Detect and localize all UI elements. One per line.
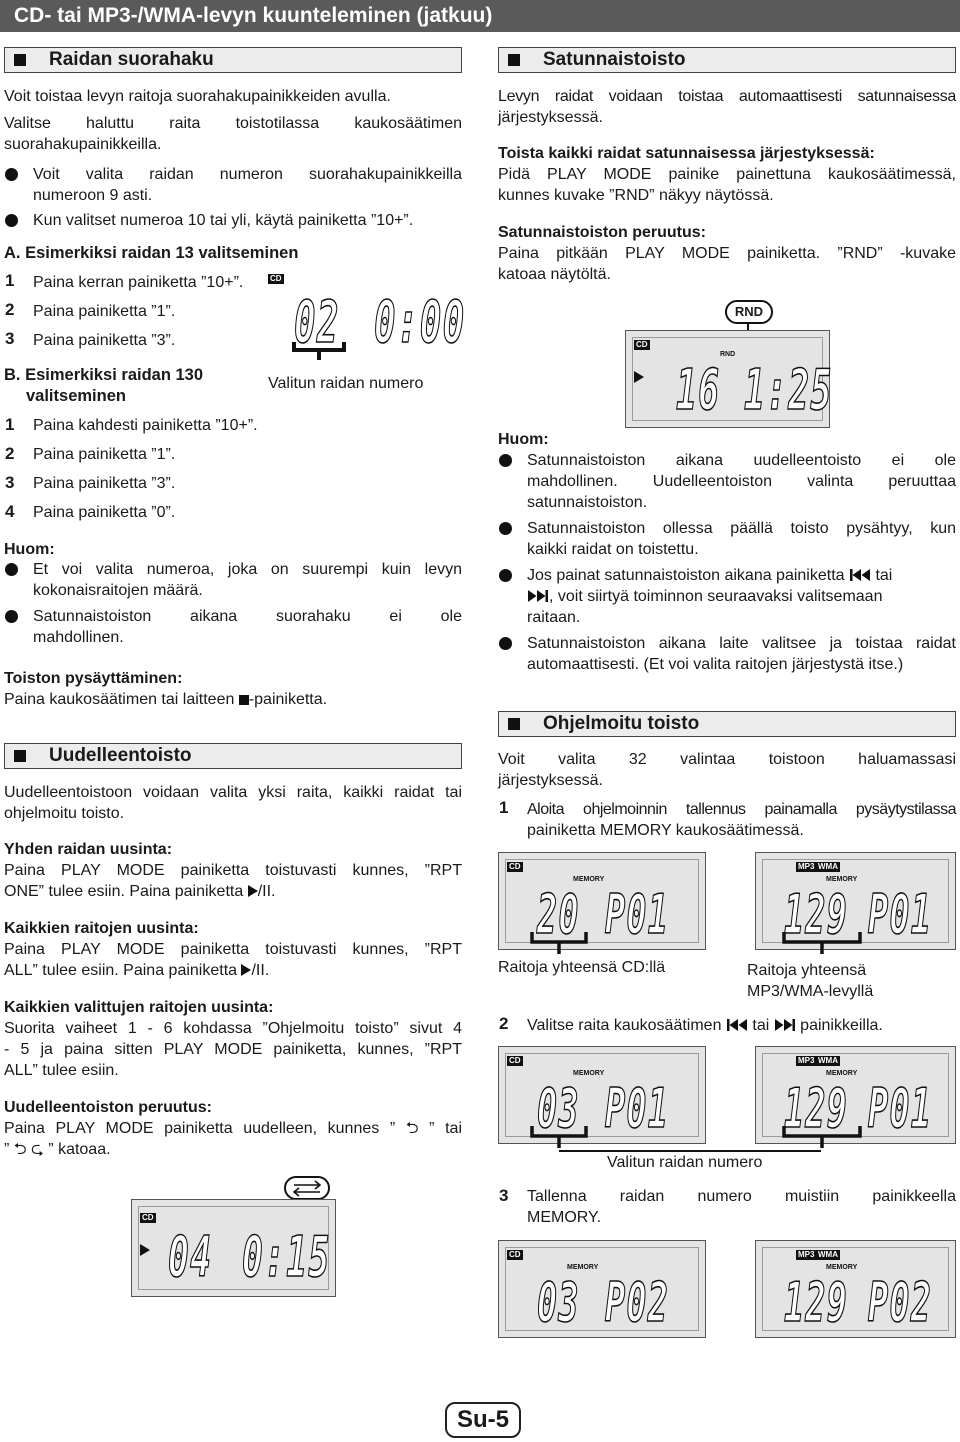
section-heading-label: Raidan suorahaku (49, 49, 214, 70)
note-bullet-text: Satunnaistoiston aikana suorahaku ei ole (33, 608, 462, 625)
lcd-display-track-02 (268, 274, 468, 364)
direct-search-instruction-1: Valitse haluttu raita toistotilassa kaukosäätimen (4, 115, 462, 132)
lcd-program-digits: P02 (605, 1271, 670, 1334)
section-square-icon (508, 718, 520, 730)
step-text: Aloita ohjelmoinnin tallennus painamalla pysäytystilassa (527, 801, 956, 818)
note-bullet-text: mahdollinen. (33, 629, 124, 646)
bullet-icon (5, 168, 18, 181)
text-pre: ONE” tulee esiin. Paina painiketta (4, 883, 248, 900)
note-bullet-text: Satunnaistoiston aikana laite valitsee ja toistaa raidat (527, 635, 956, 652)
repeat-selected-heading: Kaikkien valittujen raitojen uusinta: (4, 999, 274, 1016)
next-track-icon (774, 1019, 796, 1031)
track-bracket (528, 930, 592, 958)
section-heading-random (498, 47, 956, 73)
note-bullet-text: numeroon 9 asti. (33, 187, 153, 204)
example-b-heading: B. Esimerkiksi raidan 130 (4, 366, 204, 384)
programmed-intro-2: järjestyksessä. (498, 772, 603, 789)
wma-indicator: WMA (818, 1056, 838, 1065)
step-text (527, 1015, 956, 1037)
step-text: Paina painiketta ”3”. (33, 475, 176, 492)
note-bullet-text: Voit valita raidan numeron suorahakupainikkeilla (33, 166, 462, 183)
bullet-icon (499, 522, 512, 535)
random-cancel-heading: Satunnaistoiston peruutus: (498, 224, 706, 241)
bullet-icon (5, 214, 18, 227)
note-bullet-text: Kun valitset numeroa 10 tai yli, käytä painiketta ”10+”. (33, 212, 414, 229)
text-pre: Valitse raita kaukosäätimen (527, 1017, 726, 1034)
mp3-indicator: MP3 (798, 1250, 815, 1259)
repeat-selected-text-2: - 5 ja paina sitten PLAY MODE painiketta, kunnes, ”RPT (4, 1041, 462, 1058)
text-post: /II. (257, 883, 276, 900)
step-number: 2 (5, 444, 15, 463)
example-b-heading-2: valitseminen (26, 387, 126, 405)
stop-text (4, 689, 327, 711)
memory-indicator: MEMORY (826, 876, 858, 883)
step-text: Paina kahdesti painiketta ”10+”. (33, 417, 258, 434)
step-number: 3 (5, 329, 15, 348)
stop-icon (239, 695, 249, 705)
step-text: Paina painiketta ”1”. (33, 446, 176, 463)
note-bullet-text: automaattisesti. (Et voi valita raitojen järjestystä itse.) (527, 656, 904, 673)
step-text: Paina painiketta ”0”. (33, 504, 176, 521)
text-pre: ALL” tulee esiin. Paina painiketta (4, 962, 242, 979)
cd-indicator: CD (509, 1056, 521, 1065)
lcd-track-digits: 129 (784, 1271, 849, 1334)
stop-text-pre: Paina kaukosäätimen tai laitteen (4, 691, 239, 708)
step-text: Tallenna raidan numero muistiin painikkeella (527, 1188, 956, 1205)
section-square-icon (14, 750, 26, 762)
previous-track-icon (726, 1019, 748, 1031)
random-all-text: Pidä PLAY MODE painike painettuna kaukosäätimessä, (498, 166, 956, 183)
random-all-text-2: kunnes kuvake ”RND” näkyy näytössä. (498, 187, 774, 204)
repeat-cancel-heading: Uudelleentoiston peruutus: (4, 1099, 212, 1116)
repeat-cancel-text: Paina PLAY MODE painiketta uudelleen, kunnes ” ⮌ ” tai (4, 1120, 462, 1137)
text-post: painikkeilla. (795, 1017, 883, 1034)
memory-indicator: MEMORY (573, 876, 605, 883)
lcd-track-digits: 129 (784, 1077, 849, 1140)
caption-selected-track: Valitun raidan numero (605, 1152, 764, 1174)
mp3-indicator: MP3 (798, 1056, 815, 1065)
lcd-time-digits: 0:15 (242, 1225, 331, 1290)
text-post: tai (871, 567, 893, 584)
play-icon (634, 371, 644, 383)
step-number: 3 (5, 473, 15, 492)
bullet-icon (5, 563, 18, 576)
repeat-one-text-2 (4, 881, 462, 903)
lcd-track-digits: 02 (294, 288, 340, 356)
repeat-one-heading: Yhden raidan uusinta: (4, 841, 173, 858)
note-bullet-text: raitaan. (527, 609, 581, 626)
random-intro-2: järjestyksessä. (498, 109, 603, 126)
bullet-icon (499, 637, 512, 650)
stop-text-post: -painiketta. (248, 691, 328, 708)
memory-indicator: MEMORY (567, 1264, 599, 1271)
note-bullet-text (527, 586, 956, 608)
track-bracket (528, 1124, 592, 1152)
lcd-inner-frame (505, 1247, 699, 1331)
direct-search-intro: Voit toistaa levyn raitoja suorahakupainikkeiden avulla. (4, 88, 391, 105)
lcd-track-digits: 04 (168, 1225, 213, 1290)
stop-heading: Toiston pysäyttäminen: (4, 670, 183, 687)
repeat-all-heading: Kaikkien raitojen uusinta: (4, 920, 199, 937)
track-bracket (780, 930, 866, 958)
next-track-icon (527, 590, 549, 602)
note-bullet-text: mahdollinen. Uudelleentoiston valinta peruuttaa (527, 473, 956, 490)
lcd-track-digits: 16 (676, 358, 721, 423)
memory-indicator: MEMORY (573, 1070, 605, 1077)
section-heading-programmed (498, 711, 956, 737)
random-cancel-text-2: katoaa näytöltä. (498, 266, 611, 283)
cd-indicator: CD (270, 274, 282, 283)
bullet-icon (499, 454, 512, 467)
random-intro: Levyn raidat voidaan toistaa automaattisesti satunnaisessa (498, 88, 956, 105)
random-all-heading: Toista kaikki raidat satunnaisessa järjestyksessä: (498, 145, 875, 162)
lcd-track-digits: 20 (537, 883, 580, 946)
repeat-selected-text: Suorita vaiheet 1 - 6 kohdassa ”Ohjelmoitu toisto” sivut 4 (4, 1020, 462, 1037)
note-bullet-text: kokonaisraitojen määrä. (33, 582, 203, 599)
repeat-selected-text-3: ALL” tulee esiin. (4, 1062, 119, 1079)
page-number: Su-5 (445, 1402, 521, 1438)
lcd-time-digits: 0:00 (374, 288, 466, 356)
lcd-display-random (625, 330, 833, 428)
note-bullet-text: Satunnaistoiston aikana uudelleentoisto ei ole (527, 452, 956, 469)
lcd-program-digits: P01 (868, 883, 933, 946)
step-text: painiketta MEMORY kaukosäätimessä. (527, 822, 804, 839)
repeat-intro: Uudelleentoistoon voidaan valita yksi raita, kaikki raidat tai (4, 784, 462, 801)
step-number: 3 (499, 1186, 509, 1205)
memory-indicator: MEMORY (826, 1070, 858, 1077)
note-heading: Huom: (498, 431, 549, 448)
cd-indicator: CD (509, 1250, 521, 1259)
repeat-intro-2: ohjelmoitu toisto. (4, 805, 125, 822)
section-square-icon (14, 54, 26, 66)
lcd-display-program-mp3-stored (755, 1240, 956, 1338)
section-square-icon (508, 54, 520, 66)
memory-indicator: MEMORY (826, 1264, 858, 1271)
step-text: Paina kerran painiketta ”10+”. (33, 274, 244, 291)
note-bullet-text: kaikki raidat on toistettu. (527, 541, 699, 558)
step-number: 2 (5, 300, 15, 319)
play-icon (241, 964, 251, 976)
text-post: /II. (251, 962, 270, 979)
section-heading-repeat (4, 743, 462, 769)
lcd-program-digits: P01 (605, 1077, 670, 1140)
step-text: Paina painiketta ”1”. (33, 303, 176, 320)
text-pre: Jos painat satunnaistoiston aikana painiketta (527, 567, 849, 584)
example-a-heading: A. Esimerkiksi raidan 13 valitseminen (4, 244, 299, 262)
rnd-indicator: RND (720, 351, 736, 358)
caption-total-cd: Raitoja yhteensä CD:llä (498, 959, 666, 976)
lcd-track-digits: 129 (784, 883, 849, 946)
bullet-icon (499, 569, 512, 582)
repeat-all-text: Paina PLAY MODE painiketta toistuvasti kunnes, ”RPT (4, 941, 462, 958)
section-heading-direct-search (4, 47, 462, 73)
cd-indicator: CD (509, 862, 521, 871)
step-number: 4 (5, 502, 15, 521)
note-heading: Huom: (4, 541, 55, 558)
track-bracket (290, 340, 350, 364)
play-icon (140, 1244, 150, 1256)
text-post: , voit siirtyä toiminnon seuraavaksi valitsemaan (549, 588, 883, 605)
step-number: 2 (499, 1014, 509, 1033)
random-cancel-text: Paina pitkään PLAY MODE painiketta. ”RND” -kuvake (498, 245, 956, 262)
page-title: CD- tai MP3-/WMA-levyn kuunteleminen (jatkuu) (14, 4, 493, 27)
bullet-icon (5, 610, 18, 623)
caption-total-mp3: Raitoja yhteensä (747, 962, 867, 979)
lcd-program-digits: P01 (605, 883, 670, 946)
caption-total-mp3-2: MP3/WMA-levyllä (747, 983, 874, 1000)
repeat-one-text: Paina PLAY MODE painiketta toistuvasti kunnes, ”RPT (4, 862, 462, 879)
programmed-intro: Voit valita 32 valintaa toistoon haluamassasi (498, 751, 956, 768)
text-mid: tai (747, 1017, 774, 1034)
lcd-program-digits: P02 (868, 1271, 933, 1334)
lcd-track-digits: 03 (537, 1271, 580, 1334)
section-heading-label: Uudelleentoisto (49, 745, 192, 766)
selected-track-caption: Valitun raidan numero (268, 375, 424, 392)
step-number: 1 (499, 798, 509, 817)
repeat-cancel-text-2: ” ⮌ ⮎ ” katoaa. (4, 1141, 111, 1158)
page-title-bar (0, 0, 960, 32)
lcd-track-digits: 03 (537, 1077, 580, 1140)
direct-search-instruction-2: suorahakupainikkeilla. (4, 136, 162, 153)
lcd-time-digits: 1:25 (744, 358, 833, 423)
note-bullet-text (527, 565, 956, 587)
wma-indicator: WMA (818, 862, 838, 871)
section-heading-label: Satunnaistoisto (543, 49, 686, 70)
lcd-display-repeat (131, 1199, 336, 1297)
note-bullet-text: satunnaistoiston. (527, 494, 648, 511)
previous-track-icon (849, 569, 871, 581)
step-text: MEMORY. (527, 1209, 602, 1226)
mp3-indicator: MP3 (798, 862, 815, 871)
lcd-display-program-cd-stored (498, 1240, 706, 1338)
play-icon (248, 885, 258, 897)
rnd-icon: RND (725, 300, 773, 324)
wma-indicator: WMA (818, 1250, 838, 1259)
track-bracket (780, 1124, 866, 1152)
repeat-icon (284, 1176, 330, 1200)
step-text: Paina painiketta ”3”. (33, 332, 176, 349)
cd-indicator: CD (142, 1213, 154, 1222)
lcd-program-digits: P01 (868, 1077, 933, 1140)
note-bullet-text: Et voi valita numeroa, joka on suurempi kuin levyn (33, 561, 462, 578)
repeat-all-text-2 (4, 960, 462, 982)
note-bullet-text: Satunnaistoiston ollessa päällä toisto pysähtyy, kun (527, 520, 956, 537)
step-number: 1 (5, 415, 15, 434)
section-heading-label: Ohjelmoitu toisto (543, 713, 700, 734)
step-number: 1 (5, 271, 15, 290)
cd-indicator: CD (636, 340, 648, 349)
